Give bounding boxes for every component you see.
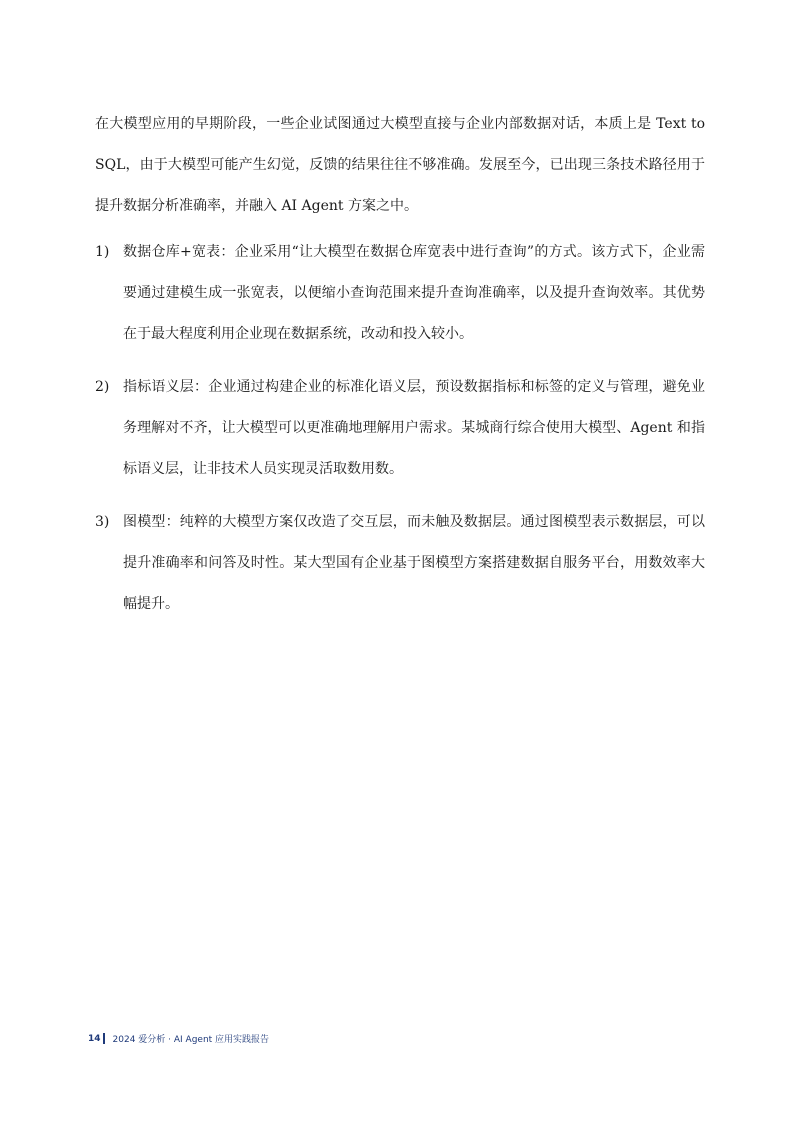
report-title: 2024 爱分析 · AI Agent 应用实践报告: [112, 1035, 270, 1045]
list-item-number: 1): [95, 244, 110, 260]
list-item-text: 图模型：纯粹的大模型方案仅改造了交互层，而未触及数据层。通过图模型表示数据层，可以提升准确率和问答及时性。某大型国有企业基于图模型方案搭建数据自服务平台，用数效率大幅提升。: [123, 514, 705, 612]
page-footer: [88, 1032, 269, 1045]
list-item-number: 2): [95, 379, 110, 395]
list-item-text: 指标语义层：企业通过构建企业的标准化语义层，预设数据指标和标签的定义与管理，避免业务理解对不齐，让大模型可以更准确地理解用户需求。某城商行综合使用大模型、Agent 和指标语义层，让非技术人员实现灵活取数用数。: [123, 379, 705, 477]
intro-paragraph: 在大模型应用的早期阶段，一些企业试图通过大模型直接与企业内部数据对话，本质上是 Text to SQL，由于大模型可能产生幻觉，反馈的结果往往不够准确。发展至今，已出现三条技术路径用于提升数据分析准确率，并融入 AI Agent 方案之中。: [95, 116, 705, 214]
list-item-text: 数据仓库+宽表：企业采用“让大模型在数据仓库宽表中进行查询”的方式。该方式下，企业需要通过建模生成一张宽表，以便缩小查询范围来提升查询准确率，以及提升查询效率。其优势在于最大程度利用企业现在数据系统，改动和投入较小。: [123, 244, 705, 342]
list-item: [95, 367, 705, 490]
list-item: [95, 232, 705, 355]
list-item: [95, 502, 705, 625]
footer-divider: [103, 1033, 105, 1044]
list-item-number: 3): [95, 514, 110, 530]
page-number: 14: [88, 1033, 101, 1044]
